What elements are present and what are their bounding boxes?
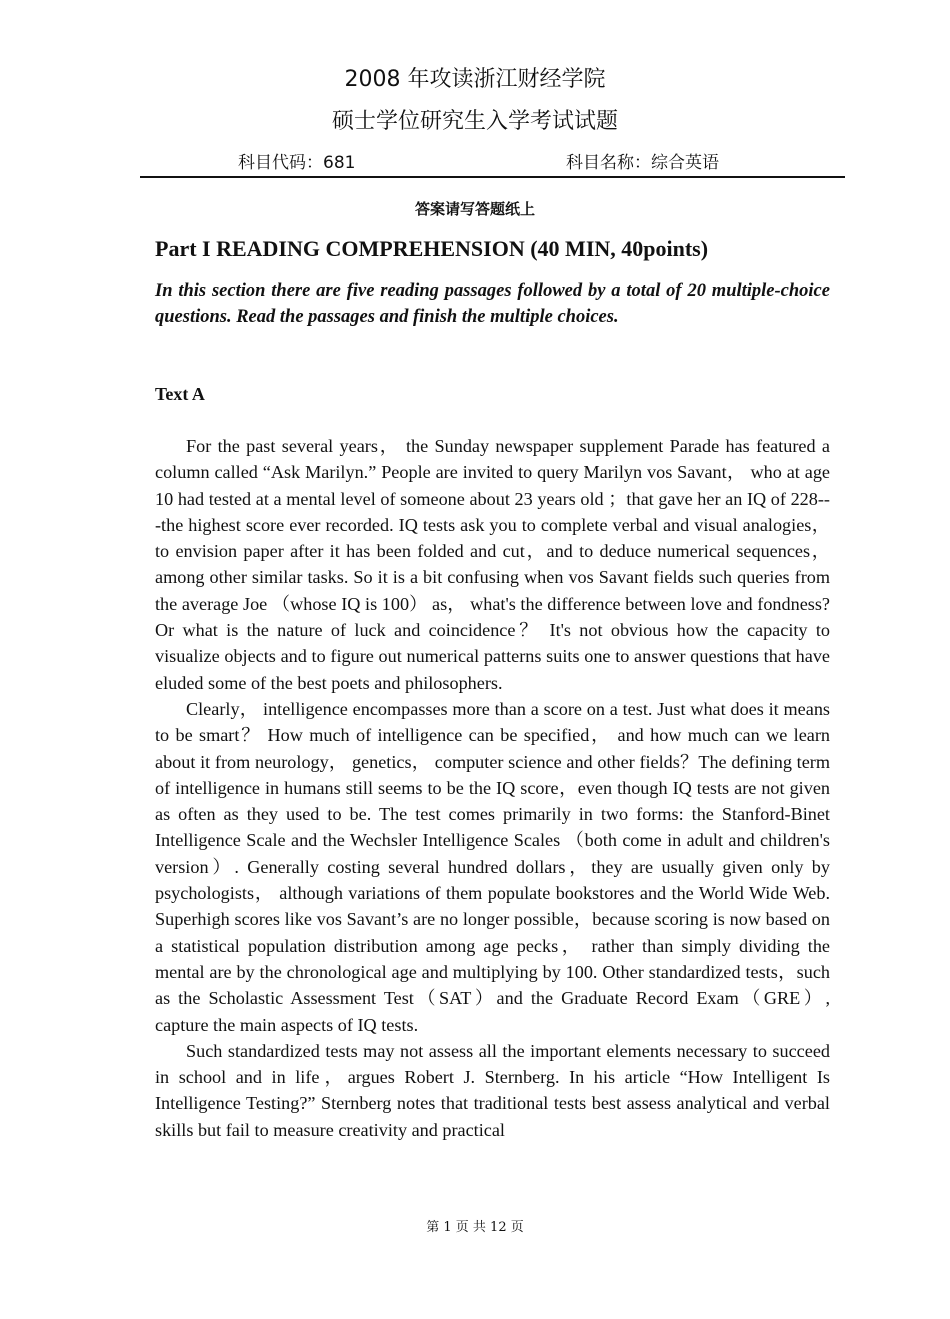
text-label: Text A — [155, 384, 205, 404]
passage-paragraph-2: Clearly， intelligence encompasses more than a score on a test. Just what does it means to be smart？ How much of intelligence can be specified， and how much can we learn about it from neurology， genetics， computer science and other fields？The defining term of intelligence in humans still seems to be the IQ score，even though IQ tests are not given as often as they used to be. The test comes primarily in two forms: the Stanford-Binet Intelligence Scale and the Wechsler Intelligence Scales （both come in adult and children's version）. Generally costing several hundred dollars，they are usually given only by psychologists， although variations of them populate bookstores and the World Wide Web. Superhigh scores like vos Savant’s are no longer possible，because scoring is now based on a statistical population distribution among age pecks， rather than simply dividing the mental are by the chronological age and multiplying by 100. Other standardized tests，such as the Scholastic Assessment Test（SAT）and the Graduate Record Exam（GRE）, capture the main aspects of IQ tests. — [155, 698, 830, 1035]
passage-paragraph-3: Such standardized tests may not assess all the important elements necessary to succeed in school and in life，argues Robert J. Sternberg. In his article “How Intelligent Is Intelligence Testing?” Sternberg notes that traditional tests best assess analytical and verbal skills but fail to measure creativity and practical — [155, 1040, 830, 1140]
exam-title-line1: 2008 年攻读浙江财经学院 — [344, 67, 606, 92]
subject-code: 科目代码：681 — [238, 153, 356, 173]
answer-note: 答案请写答题纸上 — [414, 200, 535, 218]
section-instructions: In this section there are five reading passages followed by a total of 20 multiple-choice questions. Read the passages and finish the multiple choices. — [155, 281, 830, 327]
passage-body — [155, 433, 830, 1143]
page-number: 第 1 页 共 12 页 — [426, 1220, 524, 1235]
subject-name: 科目名称：综合英语 — [566, 153, 719, 173]
passage-paragraph-1: For the past several years， the Sunday newspaper supplement Parade has featured a column called “Ask Marilyn.” People are invited to query Marilyn vos Savant， who at age 10 had tested at a mental level of someone about 23 years old ；that gave her an IQ of 228---the highest score ever recorded. IQ tests ask you to complete verbal and visual analogies，to envision paper after it has been folded and cut，and to deduce numerical sequences， among other similar tasks. So it is a bit confusing when vos Savant fields such queries from the average Joe （whose IQ is 100） as， what's the difference between love and fondness? Or what is the nature of luck and coincidence？ It's not obvious how the capacity to visualize objects and to figure out numerical patterns suits one to answer questions that have eluded some of the best poets and philosophers. — [155, 436, 830, 693]
header-divider — [140, 176, 845, 178]
exam-title-line2: 硕士学位研究生入学考试试题 — [331, 109, 618, 134]
part-title: Part I READING COMPREHENSION (40 MIN, 40points) — [155, 236, 709, 261]
